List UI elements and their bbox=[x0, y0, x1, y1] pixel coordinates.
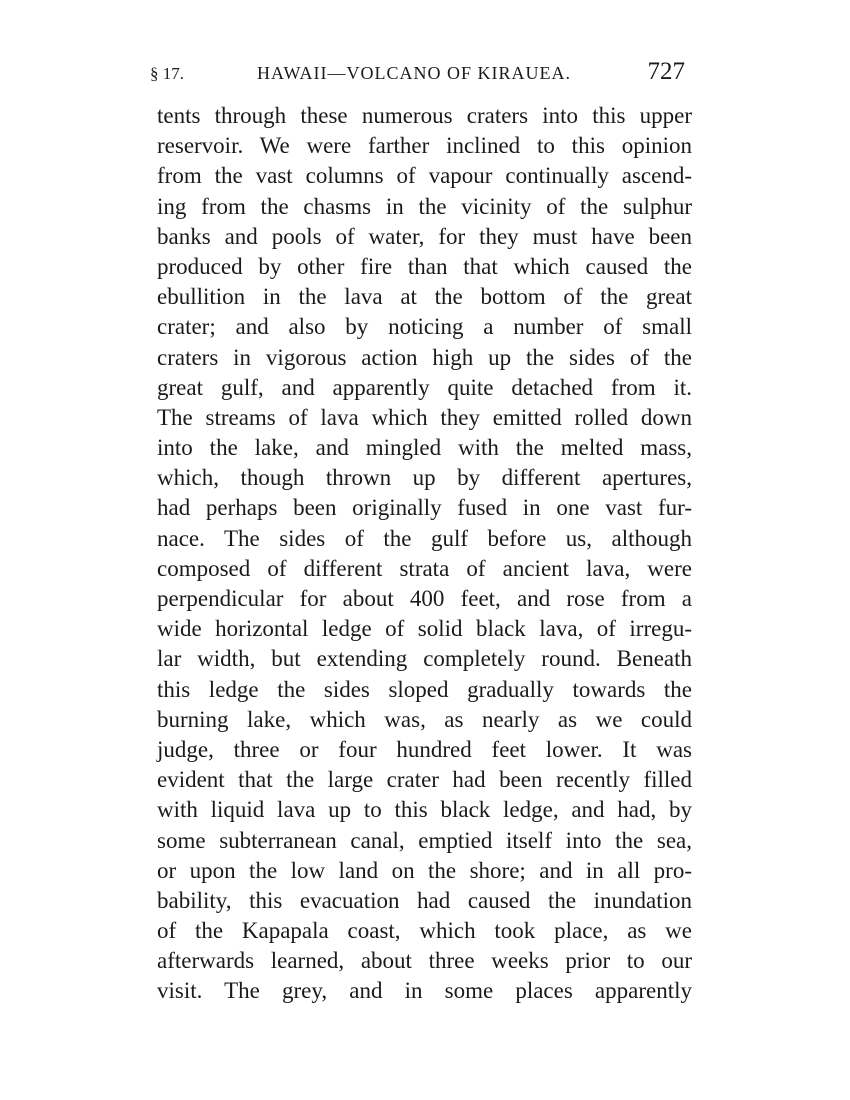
text-line: into the lake, and mingled with the melted mass, bbox=[157, 435, 692, 461]
running-title: HAWAII—VOLCANO OF KIRAUEA. bbox=[257, 63, 572, 83]
text-line: bability, this evacuation had caused the inundation bbox=[157, 887, 692, 913]
text-line: of the Kapapala coast, which took place, as we bbox=[157, 918, 692, 944]
text-line: this ledge the sides sloped gradually towards the bbox=[157, 676, 692, 702]
text-line: lar width, but extending completely round. Beneath bbox=[157, 646, 692, 672]
body-text bbox=[157, 101, 692, 1007]
text-line: perpendicular for about 400 feet, and rose from a bbox=[157, 586, 692, 611]
text-line: ebullition in the lava at the bottom of the great bbox=[157, 284, 692, 310]
text-line: afterwards learned, about three weeks prior to our bbox=[157, 948, 692, 974]
text-line: judge, three or four hundred feet lower. It was bbox=[157, 736, 692, 762]
text-line: or upon the low land on the shore; and in all pro- bbox=[157, 857, 692, 883]
text-line: craters in vigorous action high up the sides of the bbox=[157, 344, 692, 370]
text-line: composed of different strata of ancient lava, were bbox=[157, 555, 692, 581]
text-line: reservoir. We were farther inclined to this opinion bbox=[157, 133, 692, 159]
text-line: with liquid lava up to this black ledge, and had, by bbox=[157, 797, 692, 823]
text-line: burning lake, which was, as nearly as we could bbox=[157, 706, 692, 732]
page-number: 727 bbox=[647, 58, 685, 85]
text-line: wide horizontal ledge of solid black lava, of irregu- bbox=[157, 616, 692, 642]
text-line: some subterranean canal, emptied itself into the sea, bbox=[157, 827, 692, 853]
text-line: evident that the large crater had been recently filled bbox=[157, 767, 692, 793]
text-line: produced by other fire than that which caused the bbox=[157, 253, 692, 279]
text-line: crater; and also by noticing a number of small bbox=[157, 314, 692, 340]
text-line: The streams of lava which they emitted rolled down bbox=[157, 404, 692, 430]
text-line: had perhaps been originally fused in one vast fur- bbox=[157, 495, 692, 521]
text-line: banks and pools of water, for they must have been bbox=[157, 223, 692, 249]
section-marker: § 17. bbox=[150, 64, 184, 83]
text-line: which, though thrown up by different apertures, bbox=[157, 465, 692, 491]
text-line: nace. The sides of the gulf before us, although bbox=[157, 525, 692, 551]
text-line: from the vast columns of vapour continually ascend- bbox=[157, 163, 692, 189]
text-line: visit. The grey, and in some places apparently bbox=[157, 978, 692, 1004]
text-line: ing from the chasms in the vicinity of the sulphur bbox=[157, 193, 692, 219]
text-line: tents through these numerous craters into this upper bbox=[157, 103, 692, 128]
running-head bbox=[150, 58, 685, 92]
text-line: great gulf, and apparently quite detached from it. bbox=[157, 374, 692, 400]
